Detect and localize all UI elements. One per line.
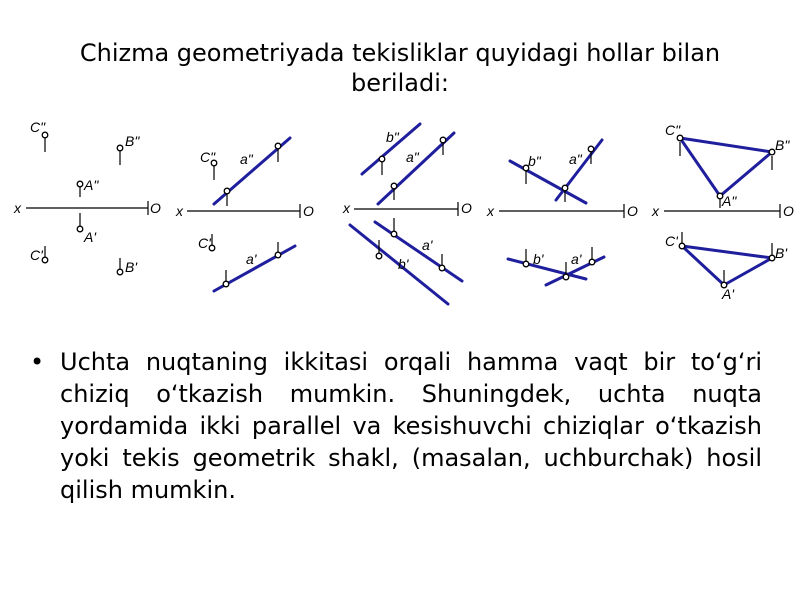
label-a1: A' [722,286,735,302]
panel-line-and-point [175,138,314,291]
triangle-front [680,138,772,196]
label-b2: b" [386,129,399,145]
point-marker [275,143,281,149]
axis-label-o: O [303,203,314,219]
label-b2: b" [528,153,541,169]
axis-label-x: x [652,203,659,219]
point-a1 [77,226,83,232]
panel-intersecting-lines [486,140,638,285]
label-a2: A" [722,193,737,209]
point-marker [391,231,397,237]
axis-label-o: O [150,200,161,216]
triangle-top [682,246,772,285]
point-marker [588,146,594,152]
point-marker [523,261,529,267]
axis-label-x: x [343,200,350,216]
axis-label-o: O [627,203,638,219]
slide-title: Chizma geometriyada tekisliklar quyidagi hollar bilan beriladi: [79,39,721,97]
point-c1 [42,257,48,263]
label-b2: B" [775,137,790,153]
point-marker [379,156,385,162]
label-b1: B' [775,245,788,261]
label-b1: b' [533,251,544,267]
point-marker [223,281,229,287]
label-a2: a" [406,149,419,165]
axis-label-o: O [461,200,472,216]
axis-label-x: x [487,203,494,219]
panel-triangle [651,122,794,302]
axis-label-x: x [14,200,21,216]
point-b1 [117,269,123,275]
label-a1: A' [84,229,97,245]
label-a1: a' [246,251,257,267]
panel-parallel-lines [342,124,472,304]
line-b2 [510,161,586,203]
point-marker [376,253,382,259]
bullet-text: Uchta nuqtaning ikkitasi orqali hamma vaqt bir to‘g‘ri chiziq o‘tkazish mumkin. Shuningdek, uchta nuqta yordamida ikki parallel va kesishuvchi chiziqlar o‘tkazish yoki tekis geometrik shakl, (masalan, uchburchak) hosil qilish mumkin. [60,348,762,504]
label-a2: a" [240,151,253,167]
label-b2: B" [125,133,140,149]
label-a1: a' [422,237,433,253]
bullet-dot: • [30,348,45,376]
axis-label-x: x [176,203,183,219]
point-marker [562,185,568,191]
bullet-item [30,346,762,506]
label-c2: C" [30,119,46,135]
point-marker [589,259,595,265]
point-marker [391,183,397,189]
point-marker [679,243,685,249]
point-marker [563,274,569,280]
label-c2: C" [200,149,216,165]
label-c1: C' [198,235,211,251]
label-c1: C' [665,233,678,249]
line-a1 [375,222,462,281]
label-c2: C" [665,122,681,138]
label-a1: a' [571,251,582,267]
plane-definition-diagram [0,108,800,308]
point-marker [224,188,230,194]
label-a2: a" [569,151,582,167]
axis-label-o: O [783,203,794,219]
label-a2: A" [84,177,99,193]
point-marker [769,149,775,155]
label-c1: C' [30,247,43,263]
point-b2 [117,145,123,151]
point-marker [769,255,775,261]
point-marker [440,137,446,143]
point-a2 [77,181,83,187]
point-marker [275,252,281,258]
line-a2 [556,140,602,200]
panel-points [13,119,161,275]
label-b1: B' [125,259,138,275]
label-b1: b' [398,256,409,272]
point-marker [439,265,445,271]
